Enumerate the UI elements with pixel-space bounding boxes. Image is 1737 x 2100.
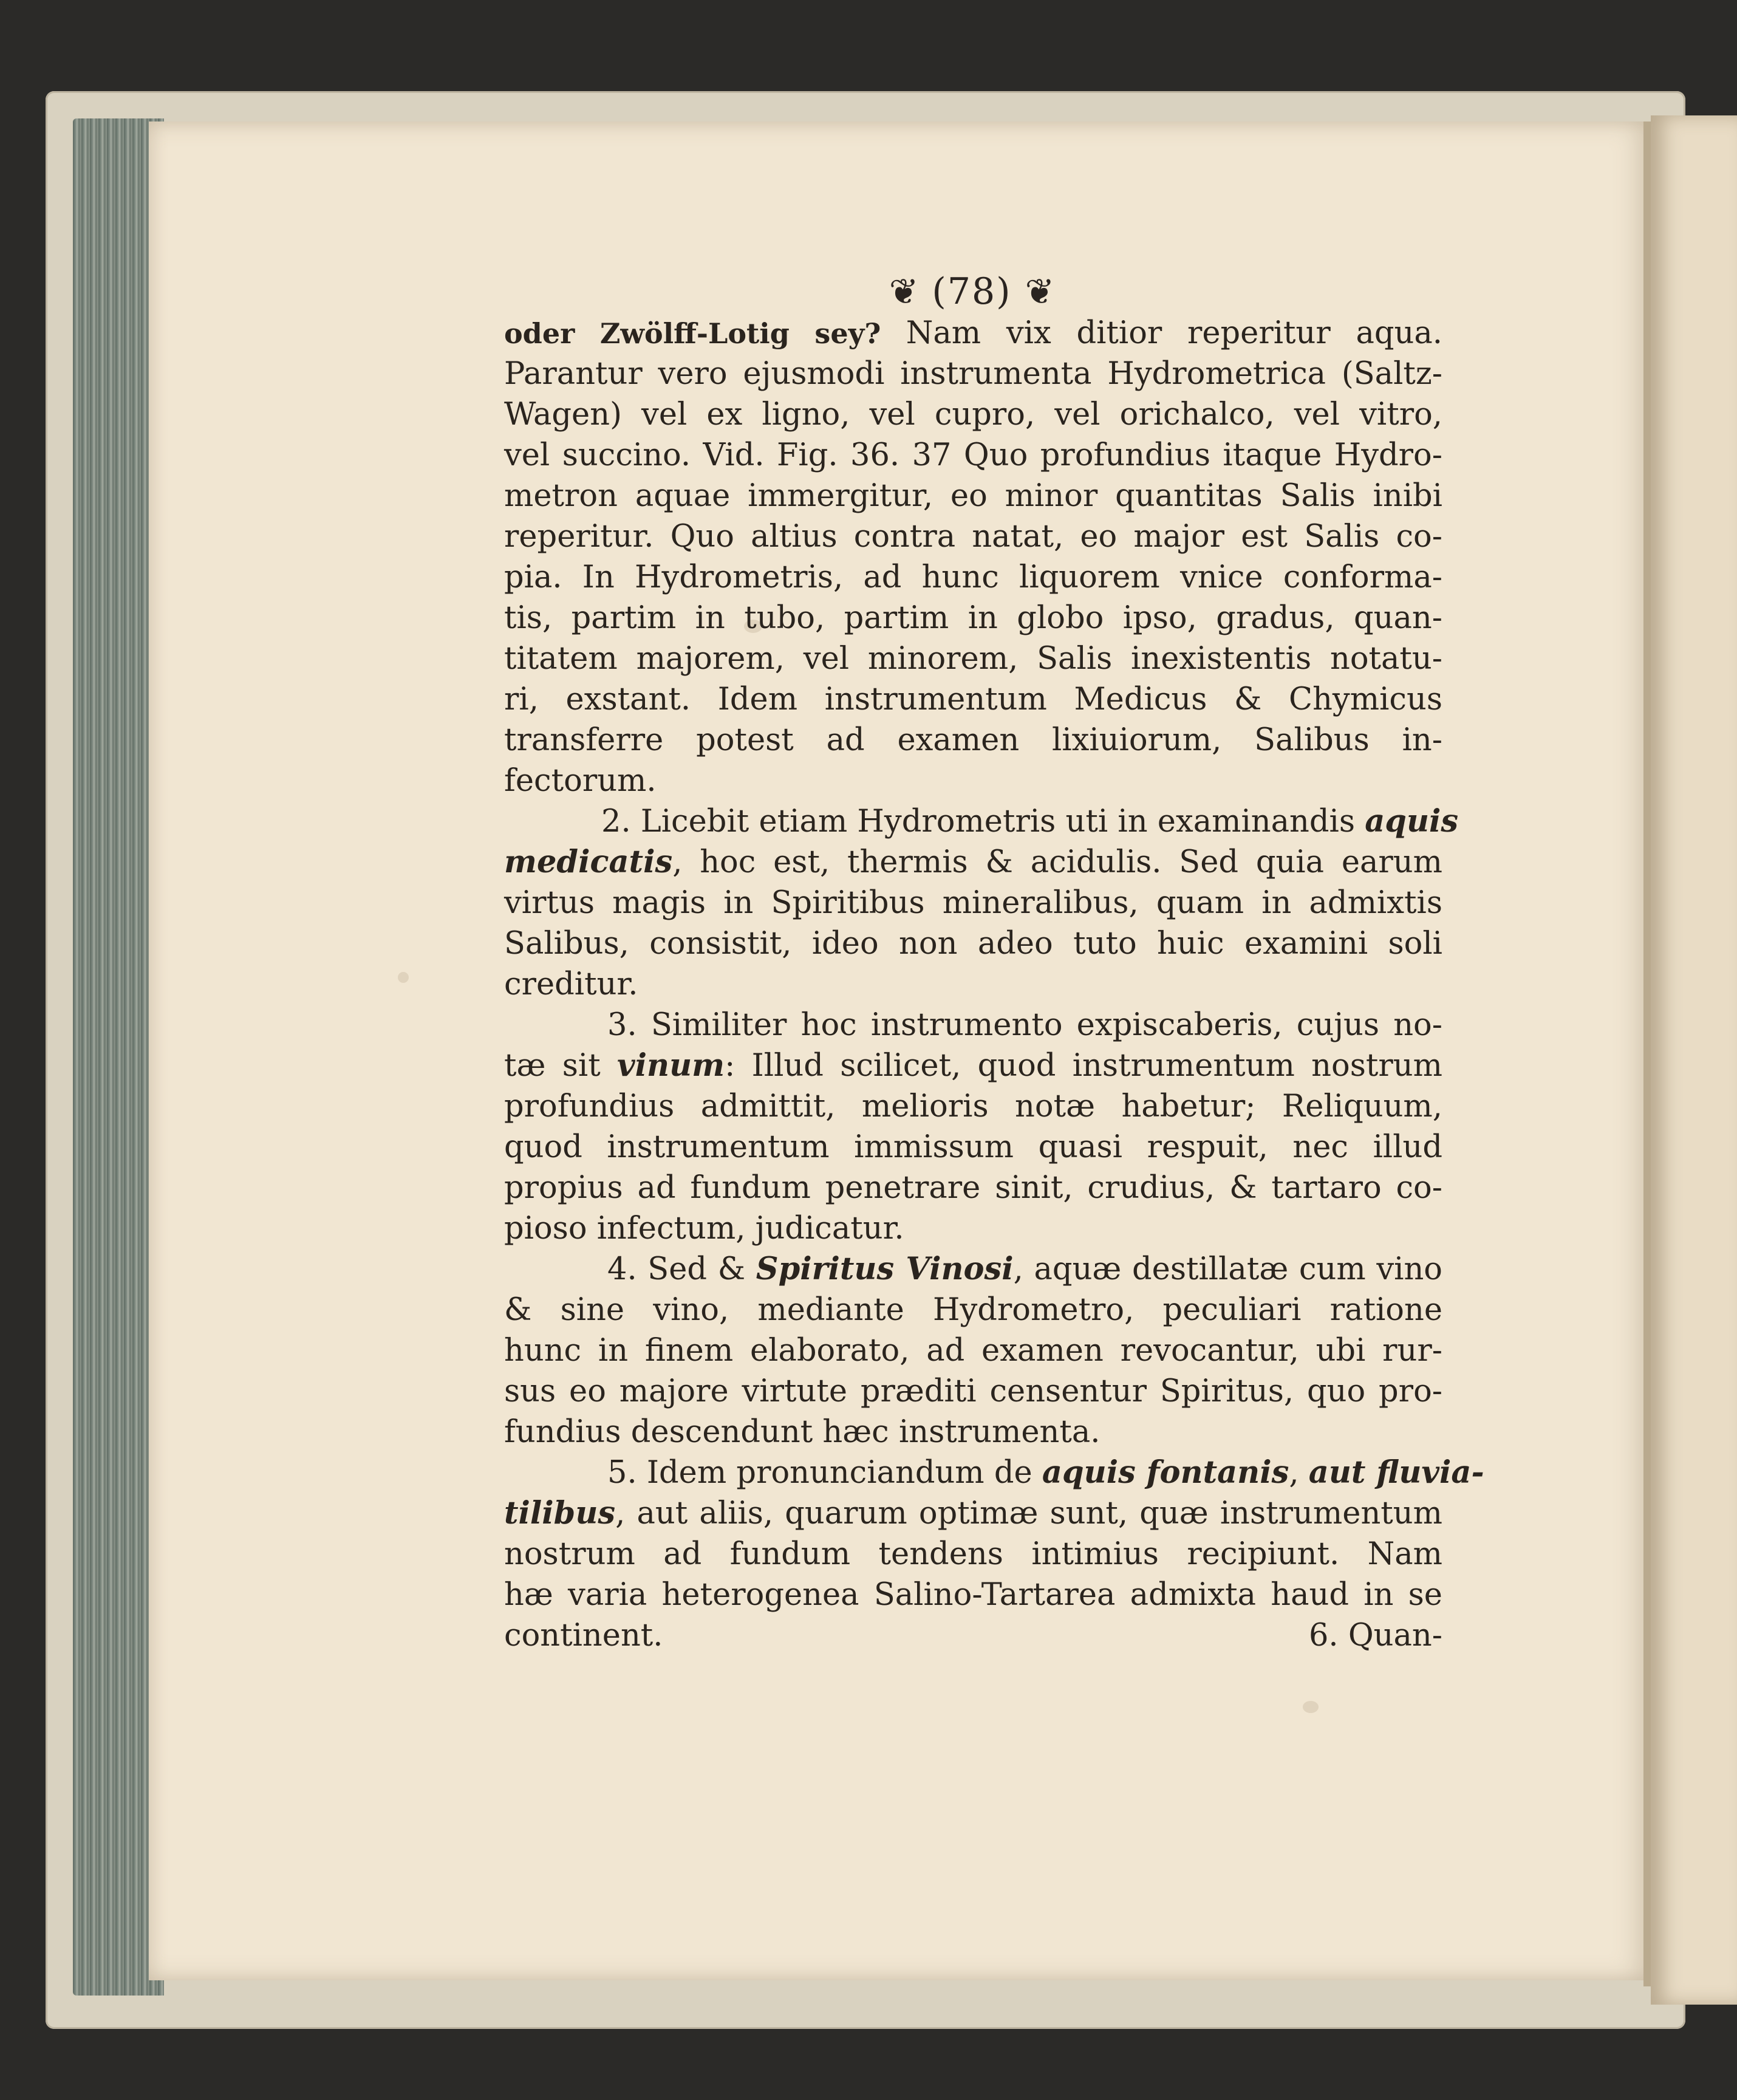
text-line (504, 1127, 1442, 1168)
italic-text: aquis fontanis (1042, 1454, 1289, 1491)
text-line (504, 1086, 1442, 1127)
text-line (504, 1493, 1442, 1534)
italic-text: aut fluvia- (1308, 1454, 1484, 1491)
text-line (504, 1330, 1442, 1371)
text-line (504, 1371, 1442, 1412)
text-segment: tæ sit (504, 1048, 618, 1084)
body-text (504, 313, 1484, 1656)
italic-text: medicatis (504, 844, 673, 880)
text-segment: vel succino. Vid. Fig. 36. 37 Quo profundius itaque Hydro- (504, 437, 1442, 473)
text-segment: titatem majorem, vel minorem, Salis inexistentis notatu- (504, 641, 1442, 677)
italic-text: aquis (1365, 803, 1459, 840)
text-line (504, 761, 1442, 801)
text-segment: pioso infectum, judicatur. (504, 1211, 904, 1247)
text-segment: hunc in finem elaborato, ad examen revocantur, ubi rur- (504, 1333, 1442, 1369)
text-line (504, 598, 1442, 638)
text-line (504, 1534, 1442, 1575)
text-segment: quod instrumentum immissum quasi respuit, nec illud (504, 1129, 1442, 1165)
page-number: (78) (932, 270, 1012, 313)
text-segment: oder Zwölff-Lotig sey? (504, 317, 906, 350)
text-line-final (504, 1615, 1442, 1656)
text-segment: Nam vix ditior reperitur aqua. (906, 315, 1442, 351)
text-line (504, 801, 1459, 842)
text-line (504, 557, 1442, 598)
text-line (504, 516, 1442, 557)
italic-text: tilibus (504, 1495, 616, 1531)
text-segment: : Illud scilicet, quod instrumentum nostrum (725, 1048, 1442, 1084)
text-segment: , hoc est, thermis & acidulis. Sed quia earum (672, 844, 1442, 880)
text-line (504, 1045, 1442, 1086)
italic-text: Spiritus Vinosi (756, 1251, 1014, 1287)
text-line (504, 883, 1442, 923)
text-segment: reperitur. Quo altius contra natat, eo major est Salis co- (504, 519, 1442, 555)
text-line (504, 679, 1442, 720)
paper-speck (398, 972, 409, 983)
text-segment: 2. Licebit etiam Hydrometris uti in examinandis (601, 804, 1365, 840)
text-segment: ri, exstant. Idem instrumentum Medicus & Chymicus (504, 682, 1442, 717)
text-segment: hæ varia heterogenea Salino-Tartarea admixta haud in se (504, 1577, 1442, 1613)
text-segment: creditur. (504, 966, 638, 1002)
page-header (844, 267, 1099, 316)
text-segment: 3. Similiter hoc instrumento expiscaberis, cujus no- (607, 1007, 1442, 1043)
text-segment: Parantur vero ejusmodi instrumenta Hydrometrica (Saltz- (504, 356, 1442, 392)
text-segment: sus eo majore virtute præditi censentur Spiritus, quo pro- (504, 1373, 1442, 1409)
text-segment: fundius descendunt hæc instrumenta. (504, 1414, 1101, 1450)
text-line (504, 1412, 1442, 1452)
text-segment: transferre potest ad examen lixiuiorum, Salibus in- (504, 722, 1442, 758)
text-line (504, 1005, 1442, 1045)
text-line (504, 1575, 1442, 1615)
text-segment: 4. Sed & (607, 1251, 756, 1287)
text-segment: , (1289, 1455, 1309, 1491)
text-line (504, 1452, 1484, 1493)
text-line (504, 1249, 1442, 1290)
text-segment: & sine vino, mediante Hydrometro, peculiari ratione (504, 1292, 1442, 1328)
text-segment: , aut aliis, quarum optimæ sunt, quæ instrumentum (615, 1496, 1442, 1531)
text-line (504, 313, 1442, 354)
text-line (504, 964, 1442, 1005)
text-segment: Wagen) vel ex ligno, vel cupro, vel orichalco, vel vitro, (504, 397, 1442, 433)
text-line (504, 1168, 1442, 1208)
italic-text: vinum (617, 1047, 725, 1084)
text-segment: virtus magis in Spiritibus mineralibus, quam in admixtis (504, 885, 1442, 921)
text-line (504, 842, 1442, 883)
text-segment: Salibus, consistit, ideo non adeo tuto huic examini soli (504, 926, 1442, 962)
text-segment: fectorum. (504, 763, 657, 799)
text-segment: pia. In Hydrometris, ad hunc liquorem vnice conforma- (504, 559, 1442, 595)
facing-page (1651, 115, 1737, 2005)
text-line (504, 720, 1442, 761)
ornament-right-icon: ❦ (1025, 271, 1055, 312)
text-segment: metron aquae immergitur, eo minor quantitas Salis inibi (504, 478, 1442, 514)
text-line (504, 1290, 1442, 1330)
text-segment: nostrum ad fundum tendens intimius recipiunt. Nam (504, 1536, 1442, 1572)
catchword: 6. Quan- (1308, 1618, 1442, 1654)
text-line (504, 435, 1442, 476)
ornament-left-icon: ❦ (889, 271, 919, 312)
text-line (504, 1208, 1442, 1249)
text-line (504, 476, 1442, 516)
text-line (504, 923, 1442, 964)
text-segment: profundius admittit, melioris notæ habetur; Reliquum, (504, 1089, 1442, 1124)
text-segment: propius ad fundum penetrare sinit, crudius, & tartaro co- (504, 1170, 1442, 1206)
text-segment: 5. Idem pronunciandum de (607, 1455, 1042, 1491)
text-line (504, 638, 1442, 679)
text-line (504, 394, 1442, 435)
text-line (504, 354, 1442, 394)
paper-speck (1303, 1701, 1319, 1713)
text-segment: continent. (504, 1618, 663, 1654)
text-segment: tis, partim in tubo, partim in globo ipso, gradus, quan- (504, 600, 1442, 636)
text-segment: , aquæ destillatæ cum vino (1013, 1251, 1442, 1287)
